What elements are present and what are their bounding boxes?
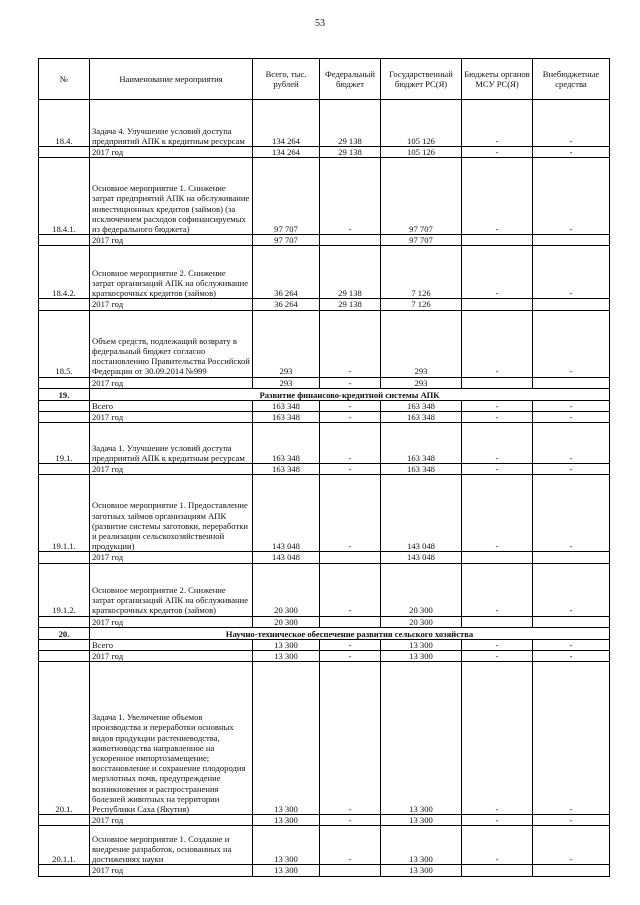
cell-state: 105 126 [381,147,462,158]
year-row [39,147,610,158]
cell-federal: - [320,651,381,662]
row-name: Основное мероприятие 2. Снижение затрат организаций АПК на обслуживание краткосрочных кредитов (займов) [90,563,253,616]
cell-state: 13 300 [381,639,462,650]
cell-total: 293 [253,310,320,377]
cell-total: 13 300 [253,662,320,815]
cell-extra [533,235,610,246]
cell-extra [533,865,610,876]
year-row [39,815,610,826]
cell-extra: - [533,651,610,662]
cell-federal: - [320,423,381,464]
row-num [39,464,90,475]
cell-msu: - [462,423,533,464]
cell-state: 13 300 [381,865,462,876]
cell-extra: - [533,423,610,464]
cell-extra: - [533,310,610,377]
year-row [39,464,610,475]
cell-msu [462,377,533,388]
cell-extra: - [533,147,610,158]
cell-state: 13 300 [381,651,462,662]
cell-total: 36 264 [253,299,320,310]
cell-state: 7 126 [381,246,462,299]
row-num: 20.1.1. [39,826,90,865]
cell-msu: - [462,158,533,235]
row-name: Основное мероприятие 2. Снижение затрат организаций АПК на обслуживание краткосрочных кредитов (займов) [90,246,253,299]
cell-state: 20 300 [381,616,462,627]
cell-extra: - [533,563,610,616]
cell-state: 13 300 [381,815,462,826]
cell-federal: - [320,412,381,423]
section-title: Научно-техническое обеспечение развития сельского хозяйства [90,627,610,639]
row-name: 2017 год [90,651,253,662]
year-row [39,651,610,662]
cell-msu [462,235,533,246]
cell-total: 13 300 [253,826,320,865]
cell-extra: - [533,158,610,235]
cell-extra [533,616,610,627]
cell-state: 105 126 [381,100,462,147]
cell-federal: - [320,815,381,826]
cell-extra [533,299,610,310]
table-row [39,246,610,299]
row-num [39,651,90,662]
cell-extra: - [533,412,610,423]
row-name: 2017 год [90,147,253,158]
cell-total: 163 348 [253,464,320,475]
row-name: 2017 год [90,865,253,876]
year-row [39,552,610,563]
row-num [39,865,90,876]
cell-federal [320,552,381,563]
cell-msu: - [462,475,533,552]
cell-state: 13 300 [381,662,462,815]
row-name: 2017 год [90,815,253,826]
header-name: Наименование мероприятия [90,59,253,100]
cell-federal: 29 138 [320,147,381,158]
cell-extra: - [533,639,610,650]
cell-total: 13 300 [253,865,320,876]
cell-federal: - [320,475,381,552]
cell-state: 293 [381,377,462,388]
page-number: 53 [315,18,325,29]
cell-state: 163 348 [381,412,462,423]
cell-total: 163 348 [253,412,320,423]
header-total: Всего, тыс. рублей [253,59,320,100]
cell-msu: - [462,662,533,815]
cell-msu: - [462,310,533,377]
cell-federal: - [320,662,381,815]
section-num: 19. [39,388,90,400]
row-num: 18.4. [39,100,90,147]
cell-msu: - [462,147,533,158]
cell-federal [320,865,381,876]
cell-total: 13 300 [253,651,320,662]
cell-state: 293 [381,310,462,377]
row-num: 19.1.2. [39,563,90,616]
table-row [39,100,610,147]
cell-total: 134 264 [253,100,320,147]
cell-state: 7 126 [381,299,462,310]
header-row [39,59,610,100]
cell-federal: 29 138 [320,299,381,310]
header-state: Государственный бюджет РС(Я) [381,59,462,100]
cell-extra [533,552,610,563]
cell-extra: - [533,464,610,475]
cell-msu: - [462,412,533,423]
year-row [39,639,610,650]
cell-federal [320,616,381,627]
table-row [39,158,610,235]
cell-extra: - [533,475,610,552]
cell-state: 20 300 [381,563,462,616]
cell-msu: - [462,815,533,826]
table-row [39,423,610,464]
cell-total: 97 707 [253,235,320,246]
row-num: 18.4.2. [39,246,90,299]
cell-federal: - [320,377,381,388]
cell-extra [533,377,610,388]
section-title: Развитие финансово-кредитной системы АПК [90,388,610,400]
row-num: 19.1.1. [39,475,90,552]
year-row [39,616,610,627]
cell-federal: 29 138 [320,100,381,147]
row-name: 2017 год [90,299,253,310]
row-num [39,616,90,627]
cell-extra: - [533,826,610,865]
cell-state: 97 707 [381,235,462,246]
cell-msu: - [462,639,533,650]
cell-msu: - [462,100,533,147]
header-num: № [39,59,90,100]
budget-table [38,58,610,877]
cell-total: 134 264 [253,147,320,158]
cell-total: 293 [253,377,320,388]
year-row [39,377,610,388]
header-federal: Федеральный бюджет [320,59,381,100]
cell-msu: - [462,651,533,662]
cell-federal: - [320,310,381,377]
year-row [39,299,610,310]
row-num: 18.4.1. [39,158,90,235]
table-row [39,826,610,865]
cell-federal: - [320,464,381,475]
row-name: Задача 1. Увеличение объемов производства и переработки основных видов продукции растениеводства, животноводства направленное на ускоренное импортозамещение; восстановление и сохранение плодородия мерзлотных почв, предупреждение возникновения и распространения болезней животных на территории Республики Саха (Якутия) [90,662,253,815]
row-name: Задача 4. Улучшение условий доступа предприятий АПК к кредитным ресурсам [90,100,253,147]
cell-federal: - [320,639,381,650]
row-name: Основное мероприятие 1. Снижение затрат предприятий АПК на обслуживание инвестиционных кредитов (займов) (за исключением расходов софинансируемых из федерального бюджета) [90,158,253,235]
cell-extra: - [533,815,610,826]
table-row [39,563,610,616]
row-name: Объем средств, подлежащий возврату в федеральный бюджет согласно постановлению Правительства Российской Федерации от 30.09.2014 №999 [90,310,253,377]
cell-extra: - [533,246,610,299]
cell-total: 36 264 [253,246,320,299]
row-num [39,412,90,423]
header-msu: Бюджеты органов МСУ РС(Я) [462,59,533,100]
table-row [39,310,610,377]
row-name: 2017 год [90,552,253,563]
year-row [39,400,610,411]
cell-total: 20 300 [253,616,320,627]
section-row [39,388,610,400]
cell-state: 97 707 [381,158,462,235]
row-name: 2017 год [90,616,253,627]
cell-federal [320,235,381,246]
cell-federal: 29 138 [320,246,381,299]
cell-state: 13 300 [381,826,462,865]
row-name: Основное мероприятие 1. Предоставление заготных займов организациям АПК (развитие системы заготовки, переработки и реализации сельскохозяйственной продукции) [90,475,253,552]
cell-state: 143 048 [381,552,462,563]
cell-msu: - [462,563,533,616]
cell-msu: - [462,246,533,299]
cell-state: 163 348 [381,423,462,464]
row-num [39,299,90,310]
cell-extra: - [533,400,610,411]
cell-total: 143 048 [253,552,320,563]
cell-msu [462,616,533,627]
cell-msu [462,552,533,563]
cell-federal: - [320,158,381,235]
row-name: Всего [90,400,253,411]
row-num [39,377,90,388]
row-num [39,147,90,158]
cell-msu [462,865,533,876]
row-num: 19.1. [39,423,90,464]
row-name: 2017 год [90,235,253,246]
cell-state: 163 348 [381,400,462,411]
cell-total: 13 300 [253,639,320,650]
cell-total: 163 348 [253,400,320,411]
cell-total: 97 707 [253,158,320,235]
row-num [39,235,90,246]
table-row [39,475,610,552]
row-num [39,639,90,650]
cell-total: 163 348 [253,423,320,464]
cell-msu [462,299,533,310]
row-name: Задача 1. Улучшение условий доступа предприятий АПК к кредитным ресурсам [90,423,253,464]
cell-federal: - [320,826,381,865]
row-num [39,552,90,563]
row-name: Основное мероприятие 1. Создание и внедрение разработок, основанных на достижениях науки [90,826,253,865]
cell-msu: - [462,826,533,865]
cell-total: 20 300 [253,563,320,616]
row-name: Всего [90,639,253,650]
cell-state: 163 348 [381,464,462,475]
row-num [39,400,90,411]
cell-federal: - [320,563,381,616]
row-num: 18.5. [39,310,90,377]
section-row [39,627,610,639]
cell-state: 143 048 [381,475,462,552]
cell-total: 13 300 [253,815,320,826]
row-num: 20.1. [39,662,90,815]
cell-msu: - [462,400,533,411]
row-num [39,815,90,826]
table-row [39,662,610,815]
cell-extra: - [533,662,610,815]
row-name: 2017 год [90,464,253,475]
cell-federal: - [320,400,381,411]
cell-extra: - [533,100,610,147]
year-row [39,412,610,423]
year-row [39,235,610,246]
row-name: 2017 год [90,377,253,388]
year-row [39,865,610,876]
section-num: 20. [39,627,90,639]
cell-total: 143 048 [253,475,320,552]
cell-msu: - [462,464,533,475]
row-name: 2017 год [90,412,253,423]
header-extra: Внебюджетные средства [533,59,610,100]
